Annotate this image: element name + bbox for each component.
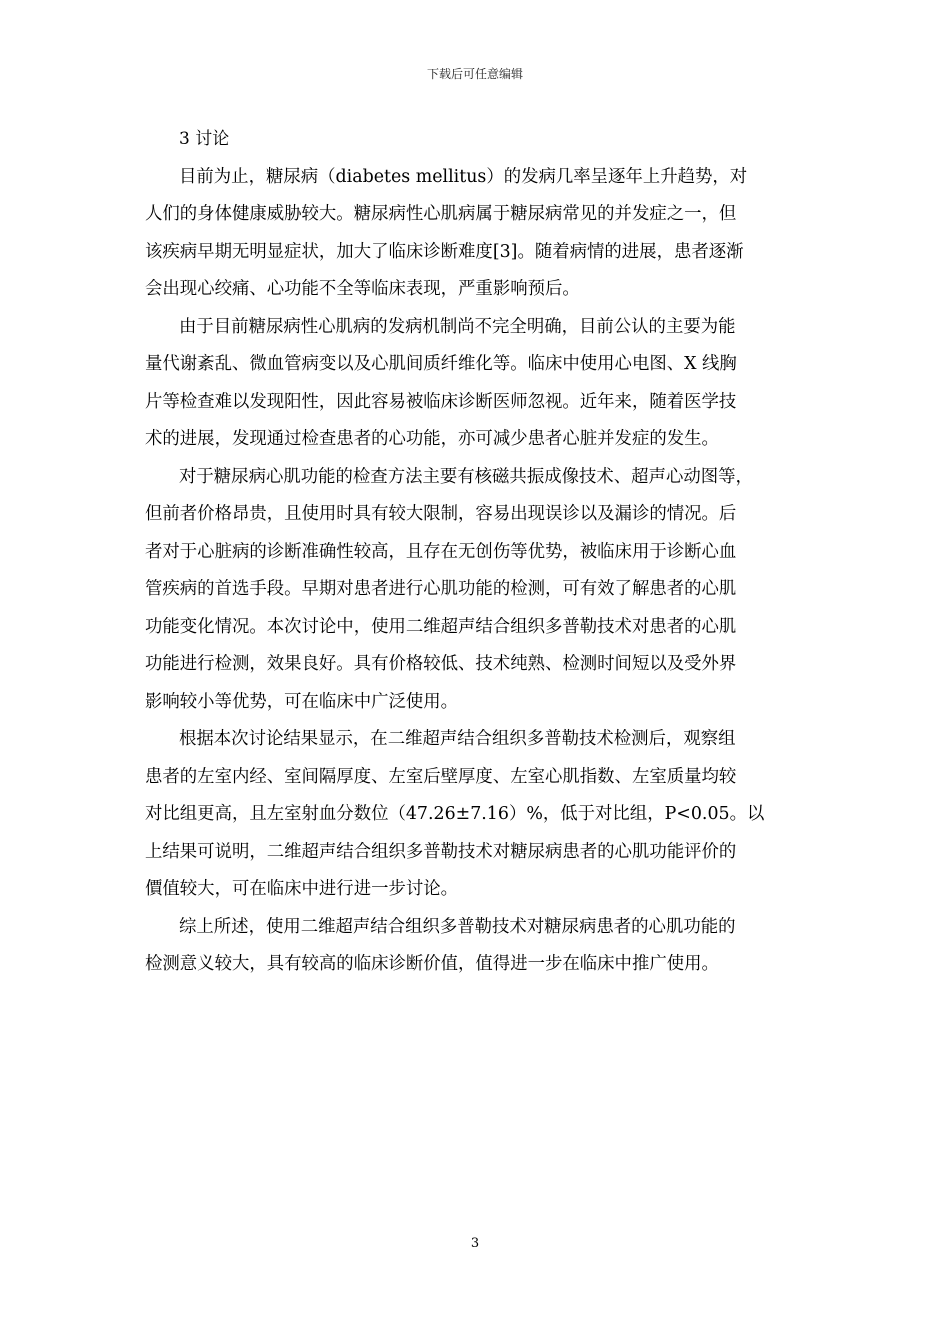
paragraph-line: 影响较小等优势，可在临床中广泛使用。	[145, 691, 459, 712]
paragraph-line: 对比组更高，且左室射血分数位（47.26±7.16）%，低于对比组，P<0.05。以	[145, 804, 765, 824]
paragraph-line: 管疾病的首选手段。早期对患者进行心肌功能的检测，可有效了解患者的心肌	[145, 579, 737, 599]
paragraph-line: 目前为止，糖尿病（diabetes mellitus）的发病几率呈逐年上升趋势，对	[179, 166, 748, 187]
paragraph-line: 该疾病早期无明显症状，加大了临床诊断难度[3]。随着病情的进展，患者逐渐	[145, 241, 744, 262]
paragraph-line: 者对于心脏病的诊断准确性较高，且存在无创伤等优势，被临床用于诊断心血	[145, 541, 737, 562]
section-heading: 3 讨论	[179, 129, 230, 149]
paragraph-line: 功能变化情况。本次讨论中，使用二维超声结合组织多普勒技术对患者的心肌	[145, 616, 737, 637]
paragraph-line: 检测意义较大，具有较高的临床诊断价值，值得进一步在临床中推广使用。	[145, 954, 719, 974]
paragraph-line: 患者的左室内经、室间隔厚度、左室后壁厚度、左室心肌指数、左室质量均较	[145, 766, 737, 787]
paragraph-line: 由于目前糖尿病性心肌病的发病机制尚不完全明确，目前公认的主要为能	[179, 316, 736, 337]
paragraph-line: 对于糖尿病心肌功能的检查方法主要有核磁共振成像技术、超声心动图等，	[179, 466, 753, 487]
paragraph-line: 根据本次讨论结果显示，在二维超声结合组织多普勒技术检测后，观察组	[179, 729, 736, 749]
paragraph-4	[145, 721, 817, 909]
paragraph-line: 片等检查难以发现阳性，因此容易被临床诊断医师忽视。近年来，随着医学技	[145, 391, 737, 412]
page-header	[0, 66, 950, 82]
document-body	[145, 121, 817, 984]
paragraph-line: 人们的身体健康威胁较大。糖尿病性心肌病属于糖尿病常见的并发症之一，但	[145, 204, 737, 224]
page-number	[0, 1236, 950, 1252]
paragraph-line: 量代谢紊乱、微血管病变以及心肌间质纤维化等。临床中使用心电图、X 线胸	[145, 354, 737, 374]
paragraph-line: 术的进展，发现通过检查患者的心功能，亦可减少患者心脏并发症的发生。	[145, 429, 719, 449]
paragraph-line: 会出现心绞痛、心功能不全等临床表现，严重影响预后。	[145, 279, 580, 299]
paragraph-line: 價值较大，可在临床中进行进一步讨论。	[145, 879, 459, 899]
page-number-text: 3	[470, 1236, 480, 1251]
paragraph-line: 上结果可说明，二维超声结合组织多普勒技术对糖尿病患者的心肌功能评价的	[145, 841, 737, 862]
paragraph-line: 但前者价格昂贵，且使用时具有较大限制，容易出现误诊以及漏诊的情况。后	[145, 504, 737, 524]
paragraph-5	[145, 909, 817, 984]
paragraph-line: 功能进行检测，效果良好。具有价格较低、技术纯熟、检测时间短以及受外界	[145, 654, 737, 674]
header-text: 下载后可任意编辑	[426, 67, 523, 81]
paragraph-line: 综上所述，使用二维超声结合组织多普勒技术对糖尿病患者的心肌功能的	[179, 916, 736, 937]
paragraph-1	[145, 159, 817, 309]
paragraph-3	[145, 459, 817, 722]
paragraph-2	[145, 309, 817, 459]
